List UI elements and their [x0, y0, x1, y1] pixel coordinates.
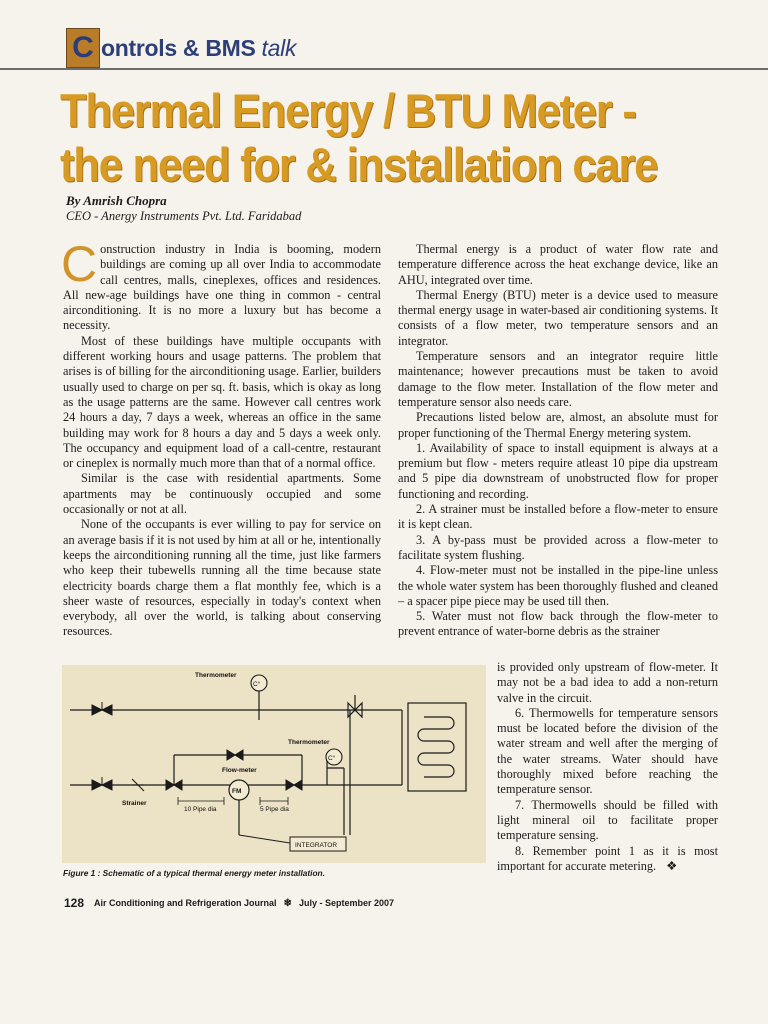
section-talk: talk: [261, 34, 297, 61]
paragraph: Similar is the case with residential apartments. Some apartments may be continuously occupied and some occasionally or not at all.: [63, 471, 381, 517]
valve-icon: [286, 780, 294, 790]
valve-icon: [166, 780, 174, 790]
flow-meter-label: Flow-meter: [222, 767, 257, 774]
paragraph: Temperature sensors and an integrator require little maintenance; however precautions must be taken to avoid damage to the flow meter. Installation of the flow meter and temperature sensor also needs care.: [398, 349, 718, 409]
valve-icon: [92, 780, 102, 790]
paragraph: Most of these buildings have multiple occupants with different working hours and usage patterns. The problem that arises is of billing for the airconditioning usage. Earlier, builders usually used to charge on per sq. ft. basis, which is okay as long as the usage patterns are the same. However call centres work 24 hours a day, 7 days a week, whereas an office in the same building may work for 8 hours a day and 5 days a week only. The occupancy and equipment load of a call-centre, restaurant or cineplex is normally much more than that of a normal office.: [63, 333, 381, 471]
list-item: 2. A strainer must be installed before a flow-meter to ensure it is kept clean.: [398, 502, 718, 532]
list-item: 7. Thermowells should be filled with light mineral oil to facilitate proper temperature sensing.: [497, 797, 718, 843]
list-item: [497, 844, 718, 875]
paragraph: Precautions listed below are, almost, an absolute must for proper functioning of the Thermal Energy metering system.: [398, 410, 718, 440]
figure-caption: Figure 1 : Schematic of a typical thermal energy meter installation.: [63, 868, 325, 878]
list-item: 3. A by-pass must be provided across a flow-meter to facilitate system flushing.: [398, 532, 718, 562]
issue-date: July - September 2007: [298, 898, 394, 908]
valve-icon: [92, 705, 102, 715]
thermometer-top-label: Thermometer: [195, 672, 237, 679]
paragraph: [61, 236, 381, 334]
right-column-continuation: [497, 660, 718, 874]
paragraph: Thermal Energy (BTU) meter is a device used to measure thermal energy usage in water-based air conditioning systems. It consists of a flow meter, two temperature sensors and an integrator.: [398, 287, 718, 348]
title-line-2: the need for & installation care: [60, 138, 658, 191]
integrator-label: INTEGRATOR: [295, 842, 338, 849]
right-column: [398, 242, 718, 640]
bypass-valve-icon: [227, 750, 235, 760]
strainer-label: Strainer: [122, 800, 147, 807]
upstream-label: 10 Pipe dia: [184, 806, 217, 813]
end-mark-icon: ❖: [666, 858, 678, 873]
paragraph: Thermal energy is a product of water flow rate and temperature difference across the heat exchange device, like an AHU, integrated over time.: [398, 242, 718, 287]
article-title: [60, 84, 711, 192]
title-line-1: Thermal Energy / BTU Meter -: [60, 84, 636, 137]
list-item: 4. Flow-meter must not be installed in the pipe-line unless the whole water system has been thoroughly flushed and cleaned – a spacer pipe piece may be used till then.: [398, 563, 718, 608]
journal-name: Air Conditioning and Refrigeration Journal: [94, 898, 277, 908]
left-column: [61, 236, 381, 640]
thermometer-right-unit: C°: [328, 755, 336, 762]
ahu-coil: [408, 703, 466, 791]
thermometer-top-unit: C°: [253, 681, 261, 688]
list-item-text: 8. Remember point 1 as it is most important for accurate metering.: [497, 843, 718, 873]
page-footer: [64, 896, 394, 910]
drop-cap: C: [61, 236, 98, 292]
schematic-diagram: [62, 665, 486, 863]
paragraph: None of the occupants is ever willing to pay for service on an average basis if it is not used by him at all or he, intentionally keeps the airconditioning running all the time, just like farmers who keep their tubewells running all the time because state electricity boards charge them a flat monthly fee, which is a sheer waste of resources, especially in today's context when everybody, all over the world, is talking about conserving resources.: [63, 517, 381, 639]
snowflake-icon: ❄: [283, 897, 292, 909]
downstream-label: 5 Pipe dia: [260, 806, 289, 813]
section-logo: C: [66, 28, 100, 68]
header-rule: [0, 68, 768, 70]
paragraph: is provided only upstream of flow-meter. It may not be a bad idea to add a non-return valve in the circuit.: [497, 660, 718, 705]
author-role: CEO - Anergy Instruments Pvt. Ltd. Faridabad: [66, 209, 302, 223]
paragraph-text: onstruction industry in India is booming, modern buildings are coming up all over India to accommodate call centres, malls, cineplexes, offices and residences. All new-age buildings have one thing in common - central airconditioning. It is no more a luxury but has become a necessity.: [63, 242, 381, 333]
page-number: 128: [64, 896, 85, 910]
schematic-figure: [62, 665, 486, 863]
list-item: 1. Availability of space to install equipment is always at a premium but flow - meters require atleast 10 pipe dia upstream and 5 pipe dia downstream of unobstructed flow for proper functioning and recording.: [398, 440, 718, 501]
section-title: [101, 35, 296, 62]
section-header: [66, 28, 296, 68]
list-item: 6. Thermowells for temperature sensors must be located before the division of the water stream and well after the merging of the water streams. Water should have thoroughly mixed before reaching the temperature sensor.: [497, 705, 718, 797]
author-byline: By Amrish Chopra: [66, 193, 167, 208]
fm-label: FM: [232, 788, 242, 795]
thermometer-right-label: Thermometer: [288, 739, 330, 746]
section-title-text: ontrols & BMS: [101, 34, 256, 61]
list-item: 5. Water must not flow back through the flow-meter to prevent entrance of water-borne debris as the strainer: [398, 609, 718, 639]
